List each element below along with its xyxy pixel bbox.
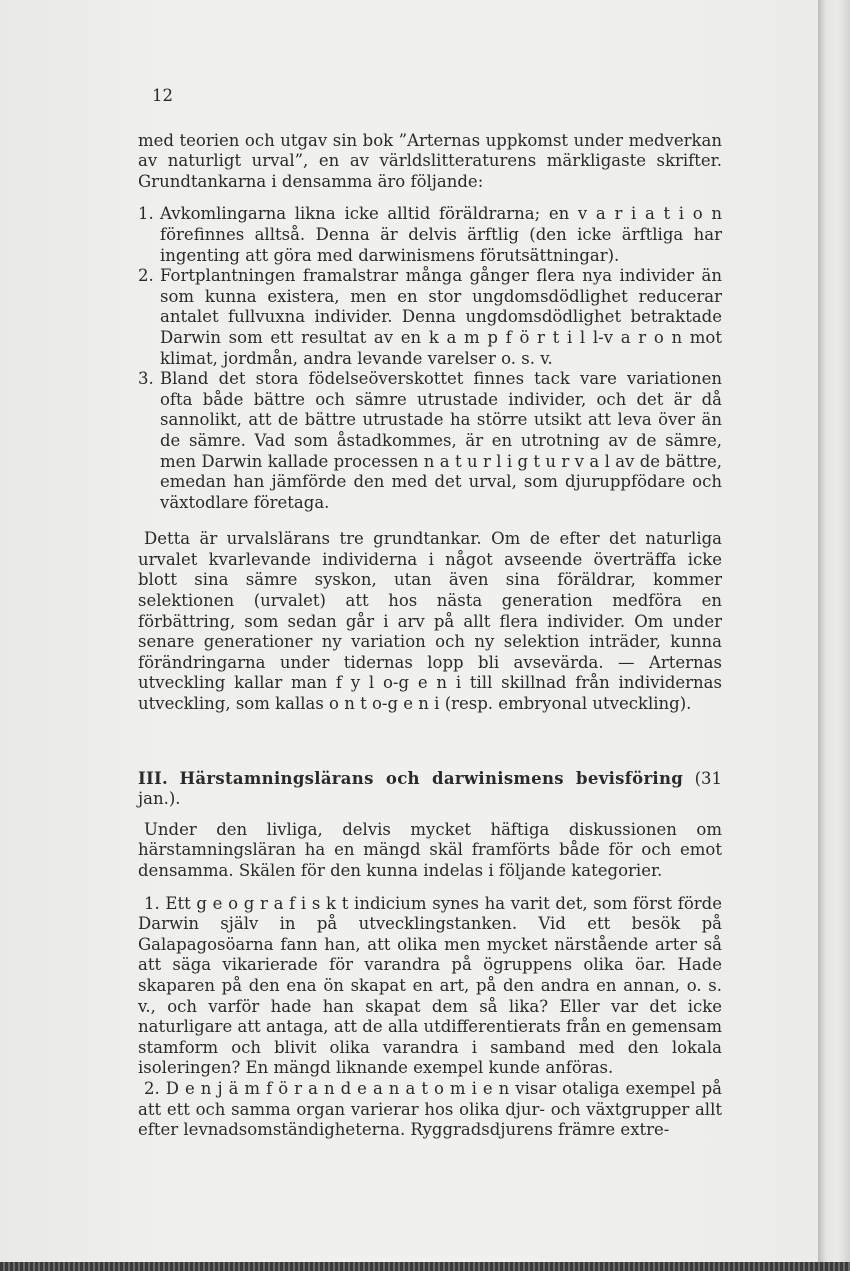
list-item-text: Fortplantningen framalstrar många gånger flera nya individer än som kunna existera, men en stor ungdomsdödlighet reducerar antalet fullvuxna individer. Denna ungdomsdödlighet betraktade Darwin som ett resultat av en k a m p f ö r t i l l-v a r o n mot klimat, jordmån, andra levande varelser o. s. v.	[160, 266, 722, 368]
section-paragraph: 1. Ett g e o g r a f i s k t indicium synes ha varit det, som först förde Darwin själv in på utvecklingstanken. Vid ett besök på Galapagosöarna fann han, att olika men mycket närstående arter så att säga vikarierade för varandra på ögruppens olika öar. Hade skaparen på den ena ön skapat en art, på den andra en annan, o. s. v., och varför hade han skapat dem så lika? Eller var det icke naturligare att antaga, att de alla utdifferentierats från en gemensam stamform och blivit olika varandra i samband med den lokala isoleringen? En mängd liknande exempel kunde anföras.	[138, 893, 722, 1078]
list-item-text: Avkomlingarna likna icke alltid föräldrarna; en v a r i a t i o n förefinnes alltså. Denna är delvis ärftlig (den icke ärftliga har ingenting att göra med darwinismens förutsättningar).	[160, 204, 722, 265]
section-paragraph: Under den livliga, delvis mycket häftiga diskussionen om härstamningsläran ha en mängd skäl framförts både för och emot densamma. Skälen för den kunna indelas i följande kategorier.	[138, 819, 722, 880]
intro-paragraph: med teorien och utgav sin bok ”Arternas uppkomst under medverkan av naturligt urval”, en av världslitteraturens märkligaste skrifter. Grundtankarna i densamma äro följande:	[138, 130, 722, 191]
list-item-number: 2.	[138, 266, 154, 286]
section-number: III.	[138, 768, 169, 788]
section-heading	[138, 769, 722, 810]
bottom-strip	[0, 1262, 850, 1271]
list-item	[138, 204, 722, 266]
list-item-number: 1.	[138, 204, 154, 224]
list-item-text: Bland det stora födelseöverskottet finnes tack vare variationen ofta både bättre och sämre utrustade individer, och det är då sannolikt, att de bättre utrustade ha större utsikt att leva över än de sämre. Vad som åstadkommes, är en utrotning av de sämre, men Darwin kallade processen n a t u r l i g t u r v a l av de bättre, emedan han jämförde den med det urval, som djuruppfödare och växtodlare företaga.	[160, 369, 722, 512]
list-item	[138, 369, 722, 513]
page-edge	[818, 0, 850, 1271]
points-list	[138, 204, 722, 513]
page-text	[138, 86, 722, 1141]
summary-paragraph: Detta är urvalslärans tre grundtankar. Om de efter det naturliga urvalet kvarlevande individerna i något avseende överträffa icke blott sina sämre syskon, utan även sina föräldrar, kommer selektionen (urvalet) att hos nästa generation medföra en förbättring, som sedan går i arv på allt flera individer. Om under senare generationer ny variation och ny selektion inträder, kunna förändringarna under tidernas lopp bli avsevärda. — Arternas utveckling kallar man f y l o-g e n i till skillnad från individernas utveckling, som kallas o n t o-g e n i (resp. embryonal utveckling).	[138, 529, 722, 714]
page-number: 12	[152, 86, 173, 105]
list-item	[138, 266, 722, 369]
list-item-number: 3.	[138, 369, 154, 389]
section-paragraph: 2. D e n j ä m f ö r a n d e a n a t o m i e n visar otaliga exempel på att ett och samma organ varierar hos olika djur- och växtgrupper allt efter levnadsomständigheterna. Ryggradsdjurens främre extre-	[138, 1078, 722, 1140]
section-title: Härstamningslärans och darwinismens bevisföring	[179, 768, 684, 788]
section-date: (31 jan.).	[138, 768, 722, 809]
